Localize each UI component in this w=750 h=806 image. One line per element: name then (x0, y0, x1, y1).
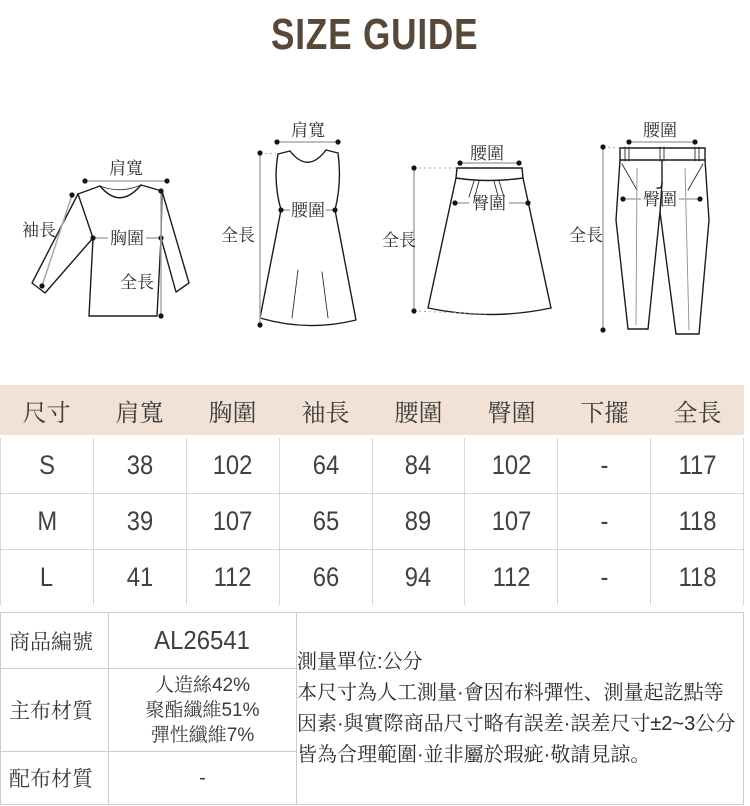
waist-label: 腰圍 (470, 144, 504, 163)
chest-label: 胸圍 (110, 229, 144, 248)
header-hip: 臀圍 (487, 399, 536, 427)
header-length: 全長 (673, 399, 722, 427)
header-hem: 下擺 (580, 399, 629, 427)
cell: 112 (465, 550, 558, 606)
header-sleeve: 袖長 (301, 399, 350, 427)
size-table-section (0, 385, 744, 605)
full-length-label: 全長 (569, 226, 603, 245)
size-table-body (0, 438, 744, 605)
main-fabric-label: 主布材質 (1, 669, 109, 752)
table-row-m (1, 494, 744, 550)
cell: S (1, 438, 94, 494)
cell: - (558, 494, 651, 550)
cell: 84 (372, 438, 465, 494)
cell: 89 (372, 494, 465, 550)
measurement-notes (297, 613, 744, 805)
shoulder-width-label: 肩寬 (109, 159, 143, 178)
cell: 94 (372, 550, 465, 606)
header-chest: 胸圍 (208, 399, 257, 427)
cell: 102 (186, 438, 279, 494)
pants-diagram (565, 120, 745, 345)
lining-fabric-value: - (109, 752, 297, 805)
hip-label: 臀圍 (643, 190, 677, 209)
fabric-line: 聚酯纖維51% (145, 699, 260, 721)
cell: 102 (465, 438, 558, 494)
cell: 112 (186, 550, 279, 606)
measurement-unit-text: 測量單位:公分 (297, 650, 423, 673)
header-size: 尺寸 (22, 399, 71, 427)
cell: 117 (651, 438, 744, 494)
page-title-wrap (0, 10, 750, 60)
hip-label: 臀圍 (472, 194, 506, 213)
full-length-label: 全長 (382, 231, 416, 250)
top-garment-diagram (15, 120, 210, 340)
table-row-l (1, 550, 744, 606)
full-length-label: 全長 (120, 273, 154, 292)
cell: - (558, 438, 651, 494)
product-code-value: AL26541 (109, 613, 297, 669)
fabric-line: 人造絲42% (154, 674, 251, 696)
cell: 66 (279, 550, 372, 606)
shoulder-width-label: 肩寬 (291, 121, 325, 140)
cell: M (1, 494, 94, 550)
cell: 107 (186, 494, 279, 550)
table-row-s (1, 438, 744, 494)
waist-label: 腰圍 (643, 121, 677, 140)
header-waist: 腰圍 (394, 399, 443, 427)
cell: L (1, 550, 94, 606)
cell: 107 (465, 494, 558, 550)
dress-diagram (210, 120, 360, 345)
cell: 39 (93, 494, 186, 550)
cell: 64 (279, 438, 372, 494)
lining-fabric-label: 配布材質 (1, 752, 109, 805)
skirt-diagram (380, 140, 555, 330)
header-shoulder: 肩寬 (115, 399, 164, 427)
page-title: SIZE GUIDE (271, 10, 479, 59)
cell: 65 (279, 494, 372, 550)
full-length-label: 全長 (221, 226, 255, 245)
product-code-label: 商品編號 (1, 613, 109, 669)
cell: 38 (93, 438, 186, 494)
cell: 118 (651, 550, 744, 606)
measurement-disclaimer-text: 本尺寸為人工測量·會因布料彈性、測量起訖點等因素·與實際商品尺寸略有誤差·誤差尺寸±2~3公分皆為合理範圍·並非屬於瑕疵·敬請見諒。 (297, 681, 736, 766)
size-table-header-row (0, 385, 744, 435)
fabric-line: 彈性纖維7% (150, 724, 255, 746)
sleeve-length-label: 袖長 (22, 221, 56, 240)
product-code-row (1, 613, 744, 669)
cell: - (558, 550, 651, 606)
main-fabric-value (109, 669, 297, 752)
product-info-table (0, 612, 744, 805)
waist-label: 腰圍 (291, 201, 325, 220)
cell: 41 (93, 550, 186, 606)
cell: 118 (651, 494, 744, 550)
